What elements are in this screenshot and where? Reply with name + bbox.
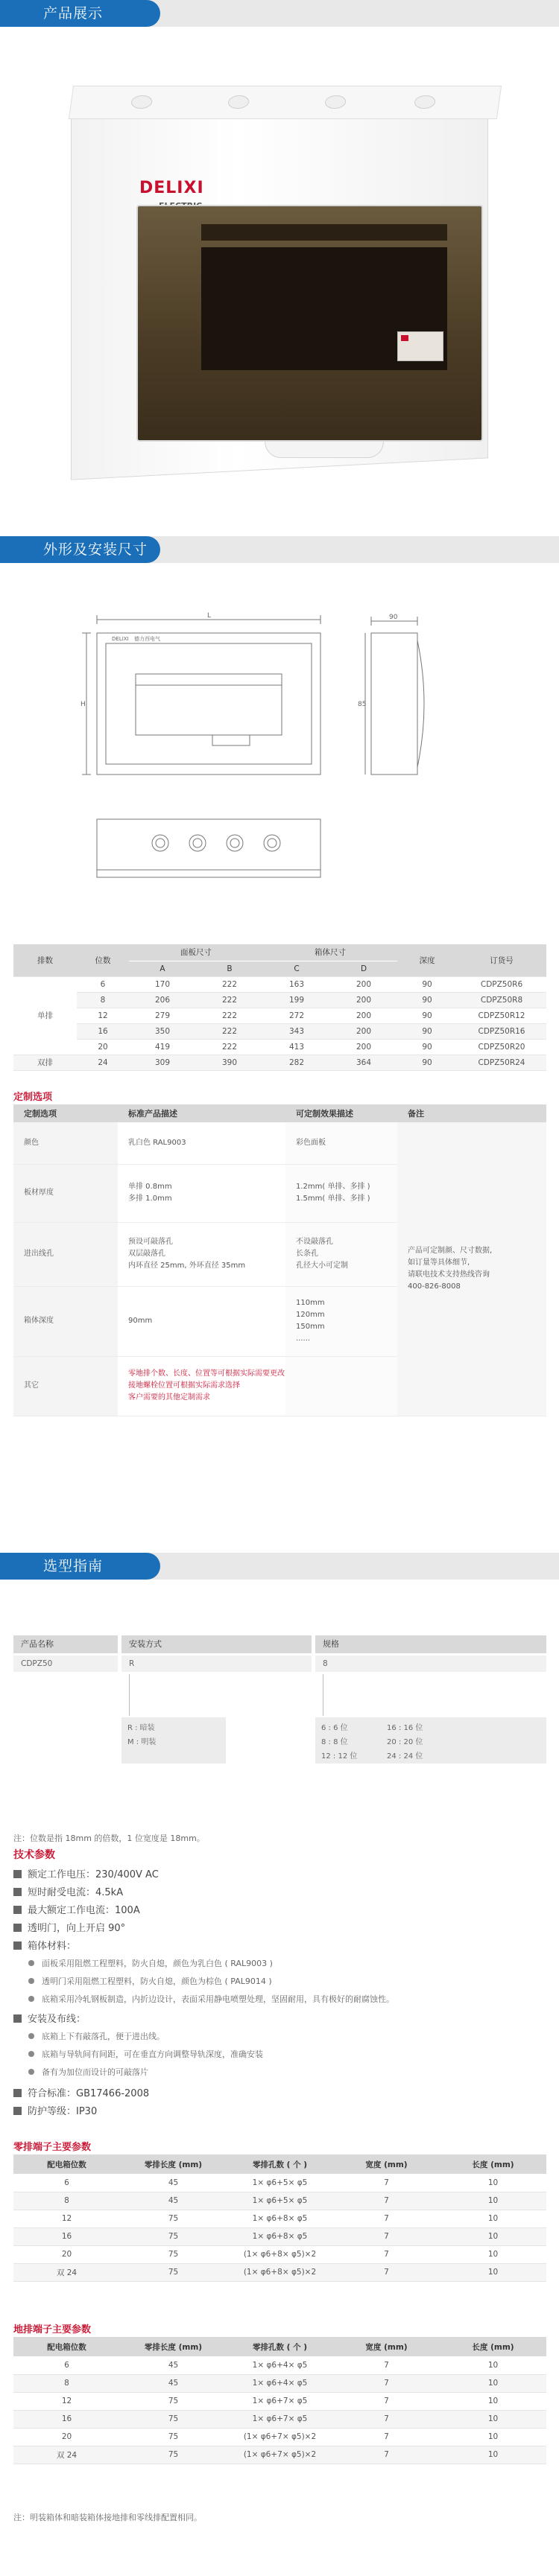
ground_table-row (13, 2374, 546, 2392)
ground_table-cell: (1× φ6+7× φ5)×2 (227, 2446, 333, 2464)
custom-standard-line: 多排 1.0mm (128, 1195, 172, 1203)
product-box-top (69, 86, 502, 119)
cell-depth: 90 (397, 1023, 457, 1039)
neutral_table-cell: 6 (13, 2174, 120, 2192)
connector-line (129, 1674, 130, 1716)
custom-standard-line: 客户需要的其他定制需求 (128, 1393, 210, 1402)
sel-val-install: R (121, 1656, 312, 1672)
custom-option-name: 进出线孔 (13, 1222, 118, 1286)
install-sub: 底箱与导轨间有间距，可在垂直方向调整导轨深度，准确安装 (28, 2048, 263, 2060)
spec-row (13, 992, 546, 1008)
th-b: B (196, 961, 263, 976)
cell-d: 200 (330, 1008, 397, 1023)
cell-c: 282 (263, 1055, 330, 1070)
product-image (71, 86, 499, 477)
spec-opt: 8 : 8 位 (321, 1738, 348, 1746)
spec-opt: 12 : 12 位 (321, 1752, 358, 1761)
ground_table-cell: 1× φ6+4× φ5 (227, 2374, 333, 2392)
neutral_table-cell: 75 (120, 2245, 227, 2263)
neutral_table-cell: 75 (120, 2227, 227, 2245)
custom-standard-line: 单排 0.8mm (128, 1183, 172, 1191)
install-sub: 底箱上下有敲落孔，便于进出线。 (28, 2030, 165, 2042)
transparent-door (136, 205, 483, 442)
custom-effect-line: 110mm (296, 1299, 325, 1307)
cell-a: 279 (129, 1008, 196, 1023)
cell-depth: 90 (397, 1008, 457, 1023)
spec-opt: 6 : 6 位 (321, 1724, 348, 1732)
ground-table (13, 2337, 546, 2464)
knockout-hole (130, 95, 154, 109)
ground_table-row (13, 2446, 546, 2464)
material-sub: 面板采用阻燃工程塑料，防火自熄，颜色为乳白色 ( RAL9003 ) (28, 1957, 273, 1969)
cell-a: 309 (129, 1055, 196, 1070)
dim-label-90: 90 (389, 614, 398, 621)
install-options (121, 1717, 226, 1764)
cell-depth: 90 (397, 976, 457, 992)
ground-th: 零排孔数 ( 个 ) (227, 2337, 333, 2356)
tech-item: 短时耐受电流：4.5kA (13, 1884, 123, 1898)
cell-b: 222 (196, 976, 263, 992)
material-sub: 底箱采用冷轧钢板制造，内折边设计，表面采用静电喷塑处理，坚固耐用，具有极好的耐腐蚀性。 (28, 1993, 394, 2005)
cell-b: 222 (196, 992, 263, 1008)
spec-table (13, 944, 546, 1071)
neutral_table-cell: 8 (13, 2192, 120, 2210)
custom-standard-line: 内环直径 25mm, 外环直径 35mm (128, 1262, 246, 1270)
cell-a: 206 (129, 992, 196, 1008)
ground_table-cell: 双 24 (13, 2446, 120, 2464)
spec-opt: 24 : 24 位 (387, 1752, 423, 1761)
cell-order: CDPZ50R16 (457, 1023, 546, 1039)
neutral_table-cell: 10 (440, 2174, 546, 2192)
rating-label (397, 331, 443, 361)
neutral_table-cell: 双 24 (13, 2263, 120, 2281)
custom-th-0: 定制选项 (13, 1104, 118, 1122)
dimension-drawing (82, 611, 499, 923)
th-order-no: 订货号 (457, 944, 546, 976)
neutral_table-cell: 10 (440, 2245, 546, 2263)
cell-order: CDPZ50R8 (457, 992, 546, 1008)
ground_table-row (13, 2392, 546, 2410)
neutral-th: 宽度 (mm) (333, 2154, 440, 2174)
custom-standard-line: 90mm (128, 1317, 153, 1325)
custom-th-1: 标准产品描述 (118, 1104, 285, 1122)
neutral_table-cell: (1× φ6+8× φ5)×2 (227, 2263, 333, 2281)
neutral_table-row (13, 2227, 546, 2245)
custom-effect-line: 1.2mm( 单排、多排 ) (296, 1183, 370, 1191)
dim-label-85: 85 (358, 701, 367, 708)
install-opt-r: R : 暗装 (127, 1724, 155, 1732)
tech-item: 最大额定工作电流：100A (13, 1902, 140, 1916)
custom-standard-line: 零地排个数、长度、位置等可根据实际需要更改 (128, 1370, 285, 1378)
custom-option-name: 箱体深度 (13, 1286, 118, 1356)
custom-th-3: 备注 (397, 1104, 546, 1122)
cell-c: 163 (263, 976, 330, 992)
custom-standard (118, 1222, 285, 1286)
position-note: 注：位数是指 18mm 的倍数，1 位宽度是 18mm。 (13, 1834, 205, 1843)
knockout-hole (414, 95, 437, 109)
cell-a: 350 (129, 1023, 196, 1039)
cell-pos: 8 (77, 992, 129, 1008)
custom-remark-line: 400-826-8008 (408, 1282, 461, 1291)
th-box-size: 箱体尺寸 (263, 944, 397, 961)
neutral-th: 零排孔数 ( 个 ) (227, 2154, 333, 2174)
ground_table-cell: 7 (333, 2392, 440, 2410)
neutral_table-cell: 75 (120, 2210, 227, 2227)
ground_table-cell: 1× φ6+4× φ5 (227, 2356, 333, 2374)
cell-c: 199 (263, 992, 330, 1008)
ground_table-cell: 75 (120, 2446, 227, 2464)
ground_table-cell: 7 (333, 2374, 440, 2392)
neutral_table-cell: 12 (13, 2210, 120, 2227)
ground_table-cell: 20 (13, 2428, 120, 2446)
th-a: A (129, 961, 196, 976)
custom-effect-line: 彩色面板 (296, 1138, 326, 1147)
spec-row (13, 976, 546, 992)
ground_table-cell: 75 (120, 2410, 227, 2428)
ground_table-cell: 8 (13, 2374, 120, 2392)
cell-b: 222 (196, 1008, 263, 1023)
cell-pos: 24 (77, 1055, 129, 1070)
install-opt-m: M : 明装 (127, 1738, 157, 1746)
ground_table-cell: 7 (333, 2410, 440, 2428)
neutral_table-cell: 10 (440, 2210, 546, 2227)
tech-item: 箱体材料： (13, 1938, 76, 1952)
neutral_table-cell: 1× φ6+8× φ5 (227, 2227, 333, 2245)
custom-option-name: 颜色 (13, 1122, 118, 1164)
section-header-dimensions (0, 536, 559, 563)
neutral_table-cell: 75 (120, 2263, 227, 2281)
custom-standard-line: 预设可敲落孔 (128, 1238, 173, 1246)
th-row-count: 排数 (13, 944, 77, 976)
ground_table-cell: 10 (440, 2392, 546, 2410)
cell-b: 390 (196, 1055, 263, 1070)
custom-standard (118, 1122, 285, 1164)
dim-label-H: H (80, 701, 86, 708)
ground_table-row (13, 2356, 546, 2374)
custom-effect (285, 1356, 397, 1416)
ground_table-cell: 10 (440, 2428, 546, 2446)
cell-pos: 6 (77, 976, 129, 992)
ground_table-cell: 12 (13, 2392, 120, 2410)
ground-title: 地排端子主要参数 (13, 2324, 92, 2335)
neutral_table-cell: 7 (333, 2174, 440, 2192)
cell-order: CDPZ50R12 (457, 1008, 546, 1023)
section-title-product: 产品展示 (0, 0, 160, 27)
custom-table (13, 1104, 546, 1416)
section-title-selection: 选型指南 (0, 1553, 160, 1580)
section-header-selection (0, 1553, 559, 1580)
cell-order: CDPZ50R24 (457, 1055, 546, 1070)
neutral_table-cell: 1× φ6+5× φ5 (227, 2174, 333, 2192)
cell-pos: 16 (77, 1023, 129, 1039)
knockout-hole (324, 95, 347, 109)
drawing-front-sub: 德力西电气 (134, 636, 160, 642)
neutral_table-cell: 7 (333, 2192, 440, 2210)
sel-val-name: CDPZ50 (13, 1656, 118, 1672)
custom-effect-line: 1.5mm( 单排、多排 ) (296, 1195, 370, 1203)
neutral_table-cell: (1× φ6+8× φ5)×2 (227, 2245, 333, 2263)
custom-remark-line: 产品可定制颜、尺寸数据, (408, 1246, 493, 1255)
ground-th: 长度 (mm) (440, 2337, 546, 2356)
custom-effect (285, 1122, 397, 1164)
ground_table-cell: 1× φ6+7× φ5 (227, 2410, 333, 2428)
ground_table-row (13, 2410, 546, 2428)
custom-standard (118, 1356, 285, 1416)
neutral_table-cell: 16 (13, 2227, 120, 2245)
material-sub: 透明门采用阻燃工程塑料，防火自熄，颜色为棕色 ( PAL9014 ) (28, 1975, 272, 1987)
th-d: D (330, 961, 397, 976)
cell-row-count: 单排 (13, 976, 77, 1055)
neutral-table (13, 2154, 546, 2282)
ground_table-cell: 7 (333, 2428, 440, 2446)
ground_table-cell: 10 (440, 2356, 546, 2374)
door-grip (265, 442, 384, 458)
cell-d: 200 (330, 1023, 397, 1039)
cell-order: CDPZ50R6 (457, 976, 546, 992)
sel-head-spec: 规格 (315, 1635, 546, 1653)
sel-head-install: 安装方式 (121, 1635, 312, 1653)
custom-effect-line: 长条孔 (296, 1250, 318, 1258)
custom-effect (285, 1286, 397, 1356)
ground_table-cell: 75 (120, 2428, 227, 2446)
neutral_table-cell: 7 (333, 2245, 440, 2263)
neutral_table-row (13, 2174, 546, 2192)
cell-order: CDPZ50R20 (457, 1039, 546, 1055)
ground_table-cell: 16 (13, 2410, 120, 2428)
cell-depth: 90 (397, 1055, 457, 1070)
neutral_table-cell: 7 (333, 2227, 440, 2245)
cell-d: 200 (330, 976, 397, 992)
tech-item: 安装及布线： (13, 2011, 86, 2025)
custom-effect-line: 150mm (296, 1323, 325, 1331)
ground_table-cell: 7 (333, 2446, 440, 2464)
cell-c: 343 (263, 1023, 330, 1039)
install-sub: 备有为加位而设计的可敲落片 (28, 2066, 148, 2078)
th-panel-size: 面板尺寸 (129, 944, 263, 961)
spec-row (13, 1023, 546, 1039)
th-positions: 位数 (77, 944, 129, 976)
custom-standard (118, 1164, 285, 1222)
spec-options (315, 1717, 546, 1764)
sel-val-spec: 8 (315, 1656, 546, 1672)
ground_table-cell: 10 (440, 2446, 546, 2464)
ground_table-cell: 75 (120, 2392, 227, 2410)
ground_table-cell: 1× φ6+7× φ5 (227, 2392, 333, 2410)
neutral_table-cell: 7 (333, 2263, 440, 2281)
ground_table-cell: 10 (440, 2374, 546, 2392)
custom-option-name: 板材厚度 (13, 1164, 118, 1222)
drawing-front-label: DELIXI (112, 636, 129, 642)
tech-item: 符合标准：GB17466-2008 (13, 2085, 149, 2099)
neutral-th: 零排长度 (mm) (120, 2154, 227, 2174)
front-view-outline (97, 633, 320, 775)
neutral_table-row (13, 2263, 546, 2281)
spec-opt: 20 : 20 位 (387, 1738, 423, 1746)
footer-note: 注：明装箱体和暗装箱体接地排和零线排配置相同。 (13, 2513, 202, 2522)
neutral_table-cell: 45 (120, 2192, 227, 2210)
section-header-product (0, 0, 559, 27)
custom-effect-line: ...... (296, 1335, 311, 1343)
spec-row (13, 1039, 546, 1055)
custom-effect (285, 1164, 397, 1222)
spec-row (13, 1055, 546, 1070)
cell-d: 200 (330, 1039, 397, 1055)
neutral_table-row (13, 2192, 546, 2210)
breaker-rail (201, 224, 447, 241)
custom-standard-line: 接地螺栓位置可根据实际需求选择 (128, 1381, 240, 1390)
knockout-hole (227, 95, 250, 109)
cell-a: 170 (129, 976, 196, 992)
custom-effect-line: 120mm (296, 1311, 325, 1319)
ground-th: 宽度 (mm) (333, 2337, 440, 2356)
custom-standard-line: 乳白色 RAL9003 (128, 1138, 186, 1147)
ground_table-cell: 45 (120, 2356, 227, 2374)
custom-row (13, 1122, 546, 1164)
ground_table-cell: 7 (333, 2356, 440, 2374)
custom-effect (285, 1222, 397, 1286)
cell-b: 222 (196, 1023, 263, 1039)
custom-standard-line: 双层敲落孔 (128, 1250, 165, 1258)
neutral_table-cell: 20 (13, 2245, 120, 2263)
spec-row (13, 1008, 546, 1023)
cell-b: 222 (196, 1039, 263, 1055)
neutral-title: 零排端子主要参数 (13, 2142, 92, 2153)
custom-th-2: 可定制效果描述 (285, 1104, 397, 1122)
tech-item: 额定工作电压：230/400V AC (13, 1866, 159, 1880)
section-title-dimensions: 外形及安装尺寸 (0, 536, 160, 563)
cell-pos: 12 (77, 1008, 129, 1023)
th-c: C (263, 961, 330, 976)
custom-standard (118, 1286, 285, 1356)
sel-head-name: 产品名称 (13, 1635, 118, 1653)
neutral_table-cell: 7 (333, 2210, 440, 2227)
neutral_table-cell: 1× φ6+5× φ5 (227, 2192, 333, 2210)
spec-opt: 16 : 16 位 (387, 1724, 423, 1732)
ground_table-cell: 45 (120, 2374, 227, 2392)
cell-d: 364 (330, 1055, 397, 1070)
th-depth: 深度 (397, 944, 457, 976)
neutral_table-row (13, 2210, 546, 2227)
neutral_table-cell: 1× φ6+8× φ5 (227, 2210, 333, 2227)
neutral_table-cell: 45 (120, 2174, 227, 2192)
ground_table-cell: 6 (13, 2356, 120, 2374)
custom-effect-line: 不设敲落孔 (296, 1238, 333, 1246)
ground-th: 配电箱位数 (13, 2337, 120, 2356)
brand-logo: DELIXI (139, 179, 204, 197)
tech-title: 技术参数 (13, 1849, 55, 1861)
custom-option-name: 其它 (13, 1356, 118, 1416)
cell-c: 413 (263, 1039, 330, 1055)
neutral-th: 长度 (mm) (440, 2154, 546, 2174)
custom-effect-line: 孔径大小可定制 (296, 1262, 348, 1270)
ground_table-cell: (1× φ6+7× φ5)×2 (227, 2428, 333, 2446)
cell-a: 419 (129, 1039, 196, 1055)
dim-label-L: L (207, 612, 212, 620)
neutral_table-row (13, 2245, 546, 2263)
neutral_table-cell: 10 (440, 2263, 546, 2281)
cell-c: 272 (263, 1008, 330, 1023)
custom-remark-line: 请联电技术支持热线咨询 (408, 1270, 490, 1279)
neutral_table-cell: 10 (440, 2227, 546, 2245)
custom-title: 定制选项 (13, 1092, 53, 1103)
cell-pos: 20 (77, 1039, 129, 1055)
cell-row-count: 双排 (13, 1055, 77, 1070)
cell-d: 200 (330, 992, 397, 1008)
custom-remark-line: 如订量等具体细节, (408, 1258, 470, 1267)
cell-depth: 90 (397, 1039, 457, 1055)
tech-item: 防护等级：IP30 (13, 2103, 97, 2117)
custom-remark (397, 1122, 546, 1416)
ground-th: 零排长度 (mm) (120, 2337, 227, 2356)
cell-depth: 90 (397, 992, 457, 1008)
ground_table-cell: 10 (440, 2410, 546, 2428)
tech-item: 透明门，向上开启 90° (13, 1920, 125, 1934)
neutral_table-cell: 10 (440, 2192, 546, 2210)
ground_table-row (13, 2428, 546, 2446)
neutral-th: 配电箱位数 (13, 2154, 120, 2174)
